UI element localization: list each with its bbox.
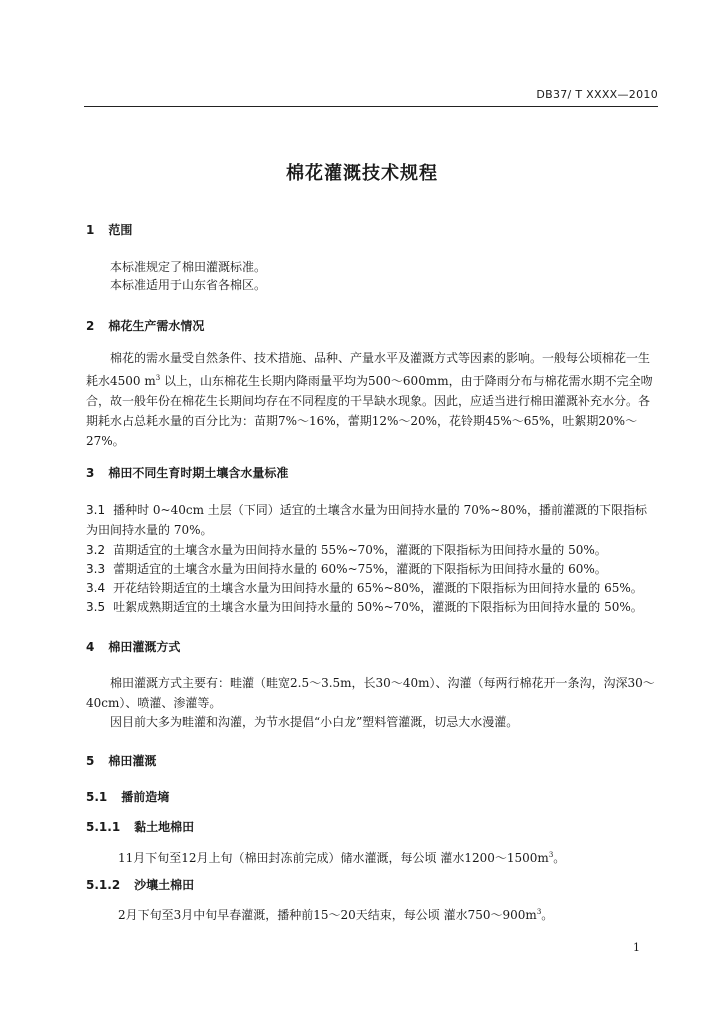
- section-title: 黏土地棉田: [134, 820, 195, 834]
- paragraph: 本标准规定了棉田灌溉标准。: [110, 260, 267, 274]
- section-1-heading: [86, 221, 132, 238]
- clause-number: 3.2: [86, 543, 106, 557]
- clause-text: 蕾期适宜的土壤含水量为田间持水量的 60%~75%，灌溉的下限指标为田间持水量的 60%。: [113, 562, 607, 576]
- section-number: 5.1.2: [86, 878, 121, 892]
- section-title: 播前造墒: [121, 790, 170, 804]
- section-number: 5: [86, 754, 95, 768]
- section-title: 范围: [108, 223, 133, 237]
- paragraph-text: 。: [553, 851, 566, 865]
- section-5-1-2-heading: [86, 876, 194, 893]
- section-title: 沙壤土棉田: [134, 878, 195, 892]
- paragraph-text: 。: [541, 908, 554, 922]
- section-5-1-1-heading: [86, 818, 194, 835]
- paragraph: [118, 845, 658, 868]
- page-number: 1: [633, 941, 640, 954]
- section-4-heading: [86, 638, 180, 655]
- section-number: 5.1: [86, 790, 108, 804]
- section-2-heading: [86, 317, 204, 334]
- clause-number: 3.5: [86, 600, 106, 614]
- document-header: DB37/ T XXXX—2010: [536, 88, 658, 101]
- paragraph: 棉田灌溉方式主要有：畦灌（畦宽2.5～3.5m，长30～40m）、沟灌（每两行棉花开一条沟，沟深30～40cm）、喷灌、渗灌等。: [86, 676, 655, 710]
- clause-number: 3.4: [86, 581, 106, 595]
- section-3-heading: [86, 464, 288, 481]
- clause-text: 播种时 0~40cm 土层（下同）适宜的土壤含水量为田间持水量的 70%~80%，播前灌溉的下限指标为田间持水量的 70%。: [86, 503, 647, 537]
- clause-3-5: [86, 597, 658, 617]
- paragraph-text: 棉花的需水量受自然条件、技术措施、品种、产量水平及灌溉方式等因素的影响。一般每公顷棉花一生耗水4500 m: [86, 351, 651, 388]
- superscript: 3: [155, 374, 161, 382]
- section-number: 2: [86, 319, 95, 333]
- section-5-1-heading: [86, 788, 169, 805]
- clause-text: 吐絮成熟期适宜的土壤含水量为田间持水量的 50%~70%，灌溉的下限指标为田间持水量的 50%。: [113, 600, 643, 614]
- clause-3-1: [86, 500, 658, 540]
- section-number: 4: [86, 640, 95, 654]
- clause-3-4: [86, 578, 658, 598]
- clause-3-2: [86, 540, 658, 560]
- clause-number: 3.1: [86, 503, 106, 517]
- section-number: 3: [86, 466, 95, 480]
- section-title: 棉田不同生育时期土壤含水量标准: [108, 466, 289, 480]
- paragraph: [118, 902, 658, 925]
- clause-text: 开花结铃期适宜的土壤含水量为田间持水量的 65%~80%，灌溉的下限指标为田间持水量的 65%。: [113, 581, 643, 595]
- page-title: 棉花灌溉技术规程: [286, 163, 438, 184]
- clause-3-3: [86, 559, 658, 579]
- paragraph: 因目前大多为畦灌和沟灌，为节水提倡“小白龙”塑料管灌溉，切忌大水漫灌。: [110, 715, 519, 729]
- section-title: 棉田灌溉: [108, 754, 157, 768]
- section-title: 棉田灌溉方式: [108, 640, 181, 654]
- paragraph: [86, 348, 658, 451]
- paragraph-text: 11月下旬至12月上旬（棉田封冻前完成）储水灌溉，每公顷 灌水1200～1500m: [118, 851, 549, 865]
- paragraph-text: 以上，山东棉花生长期内降雨量平均为500～600mm，由于降雨分布与棉花需水期不完全吻合，故一般年份在棉花生长期间均存在不同程度的干旱缺水现象。因此，应适当进行棉田灌溉补充水分。各期耗水占总耗水量的百分比为：苗期7%～16%，蕾期12%～20%，花铃期45%～65%，吐絮期20%～27%。: [86, 374, 653, 448]
- paragraph: 本标准适用于山东省各棉区。: [110, 278, 267, 292]
- section-5-heading: [86, 752, 156, 769]
- paragraph-text: 2月下旬至3月中旬早春灌溉，播种前15～20天结束，每公顷 灌水750～900m: [118, 908, 537, 922]
- superscript: 3: [536, 908, 542, 916]
- clause-text: 苗期适宜的土壤含水量为田间持水量的 55%~70%，灌溉的下限指标为田间持水量的 50%。: [113, 543, 607, 557]
- clause-number: 3.3: [86, 562, 106, 576]
- header-rule: [84, 106, 658, 107]
- section-title: 棉花生产需水情况: [108, 319, 205, 333]
- superscript: 3: [548, 851, 554, 859]
- section-number: 5.1.1: [86, 820, 121, 834]
- section-number: 1: [86, 223, 95, 237]
